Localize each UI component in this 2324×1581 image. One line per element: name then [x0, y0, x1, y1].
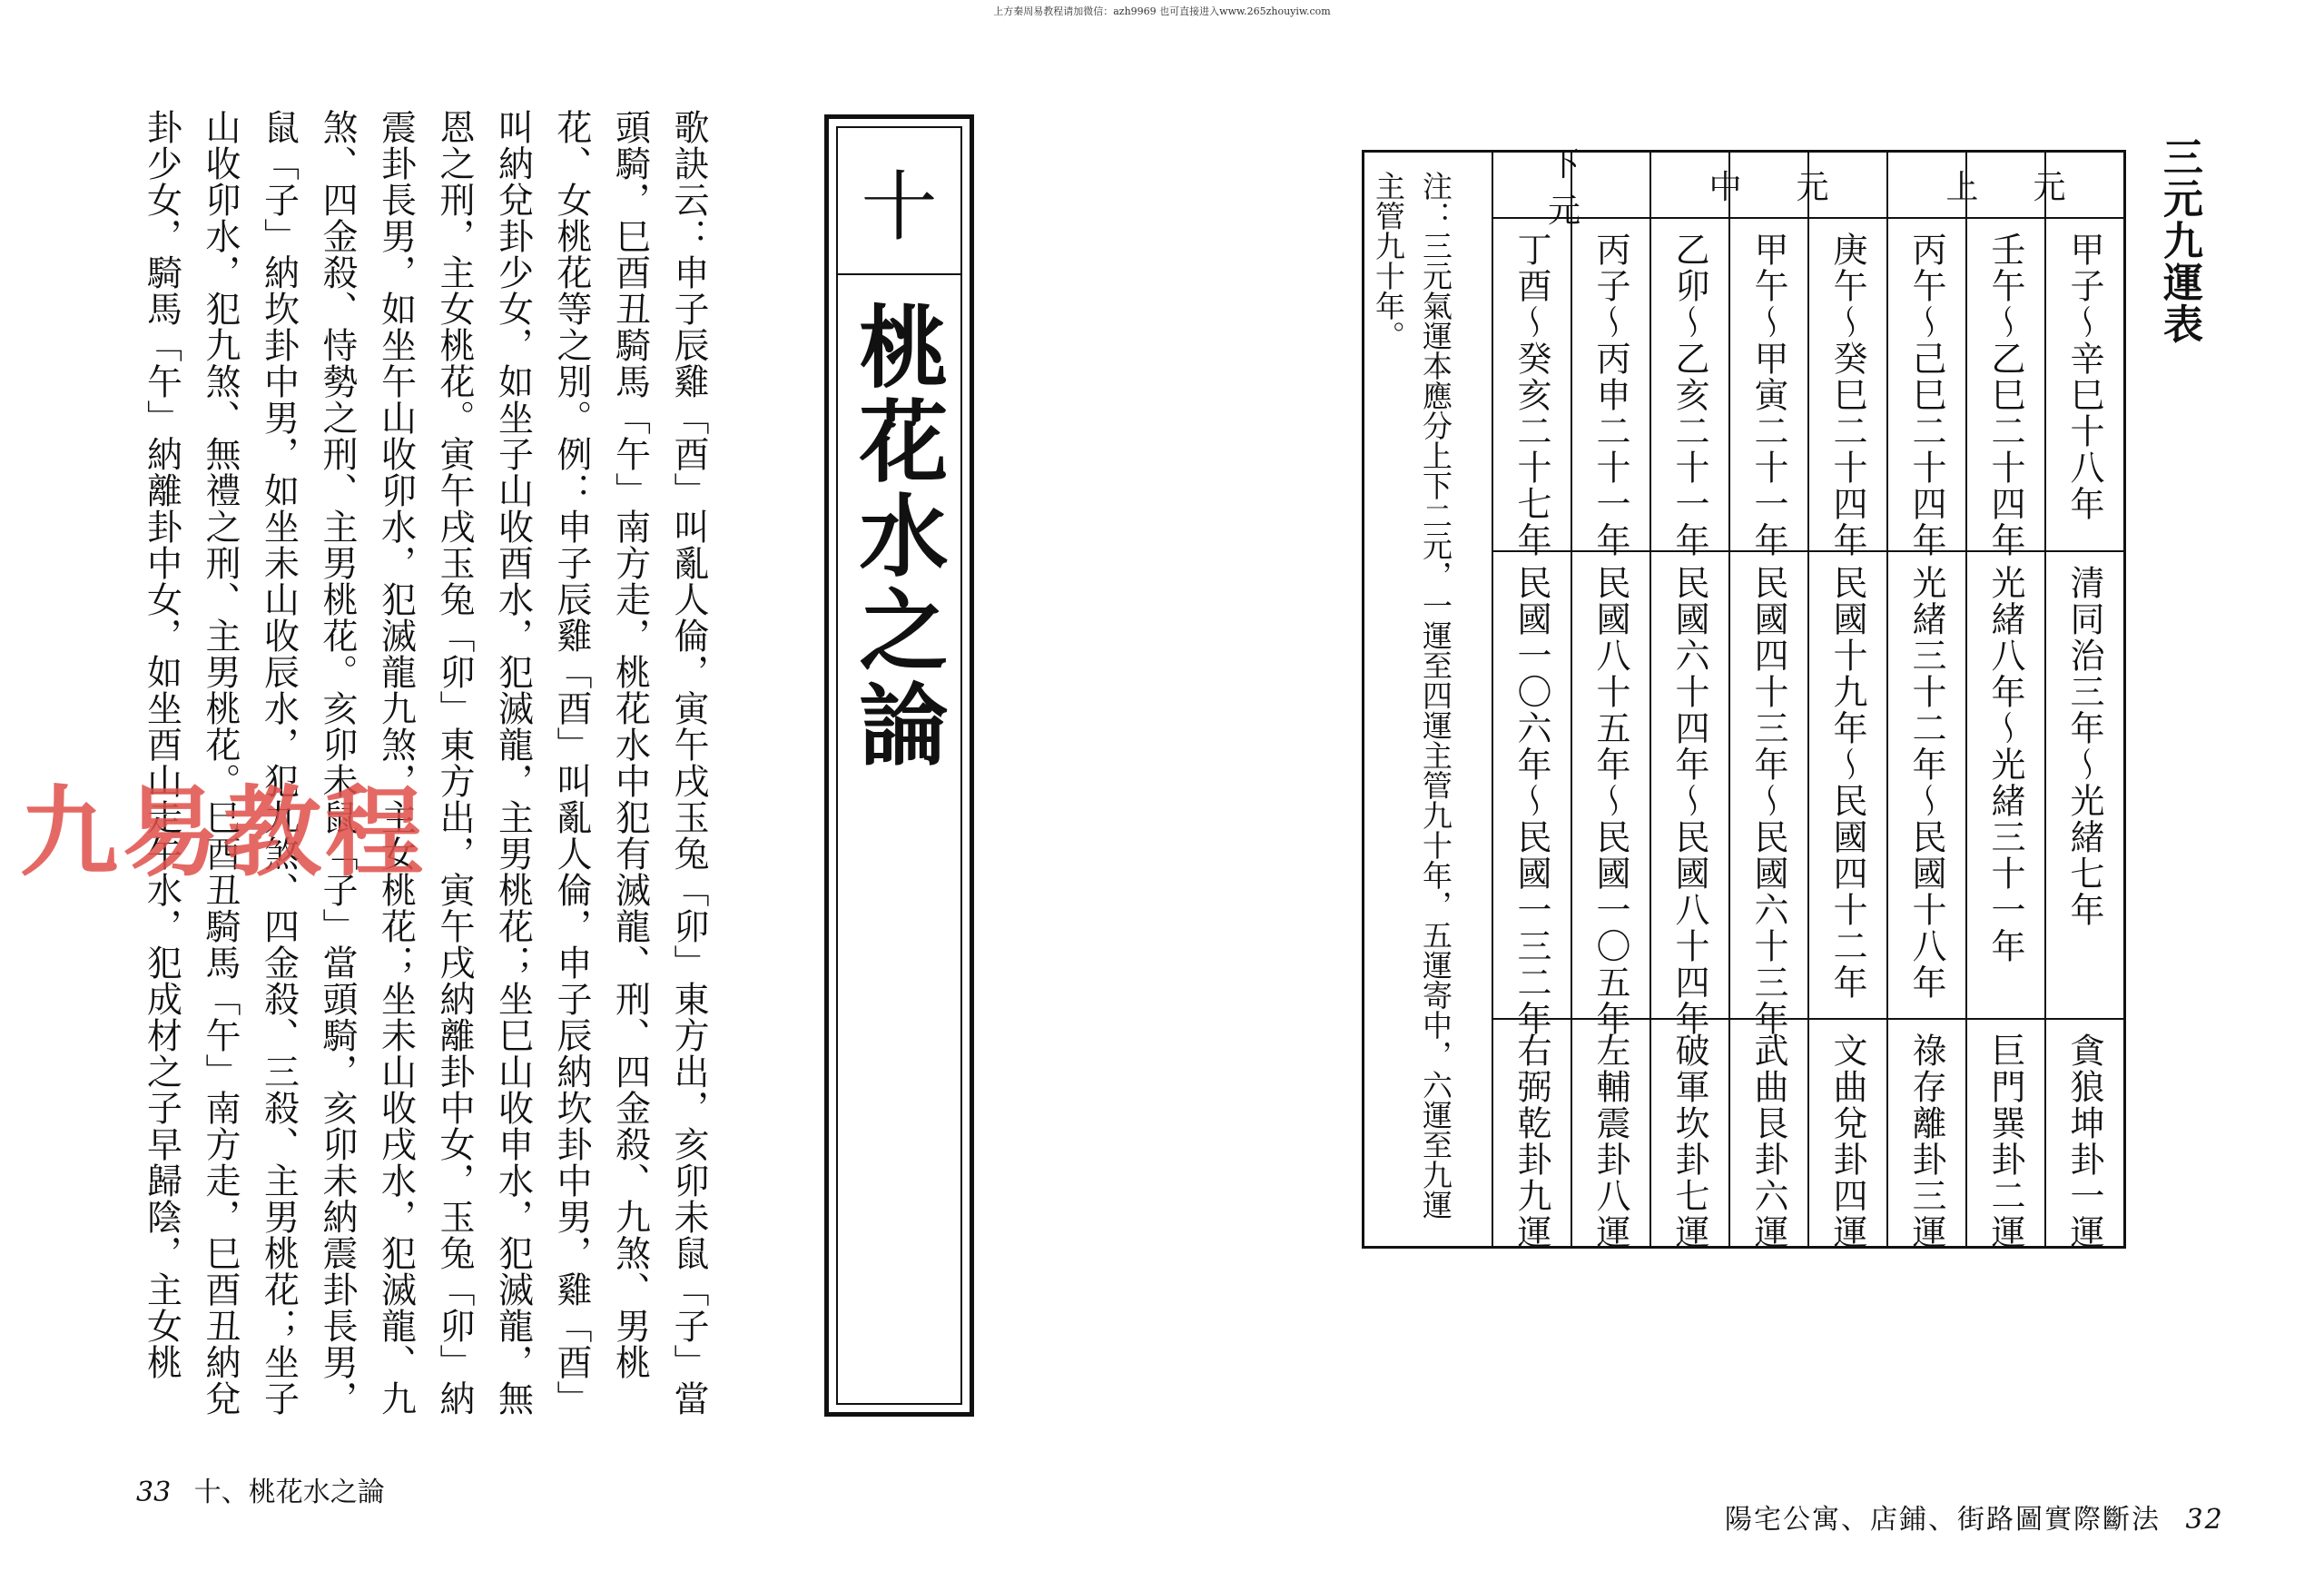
- left-page-footer: [136, 1469, 385, 1509]
- table-title: 三元九運表: [2156, 136, 2202, 345]
- watermark-logo: 九易教程: [20, 776, 428, 890]
- table-cell-year-range-text: 清同治三年～光緒七年: [2064, 565, 2104, 928]
- table-cell-year-range-text: 民國一〇六年～民國一三二年: [1512, 565, 1551, 1037]
- table-cell-star-period: [1493, 1018, 1571, 1250]
- table-cell-star-period: [1967, 1018, 2044, 1250]
- table-cell-ganzhi-range-text: 乙卯～乙亥二十一年: [1669, 232, 1709, 558]
- right-page-footer: [1725, 1497, 2224, 1537]
- table-cell-year-range-text: 民國十九年～民國四十二年: [1827, 565, 1867, 1001]
- table-cell-year-range: [1809, 550, 1886, 1018]
- table-column: [1571, 153, 1649, 1250]
- table-cell-year-range-text: 光緒三十二年～民國十八年: [1906, 565, 1946, 1001]
- table-cell-ganzhi-range-text: 丙子～丙申二十一年: [1590, 232, 1630, 558]
- table-cell-year-range: [1493, 550, 1571, 1037]
- chapter-body-text: 歌訣云：申子辰雞「酉」叫亂人倫，寅午戌玉兔「卯」東方出，亥卯未鼠「子」當頭騎，巳酉丑騎馬「午」南方走，桃花水中犯有滅龍、刑、四金殺、九煞、男桃花、女桃花等之別。例：申子辰雞「酉」叫亂人倫，申子辰納坎卦中男，雞「酉」叫納兌卦少女，如坐子山收酉水，犯滅龍，主男桃花；坐巳山收申水，犯滅龍，無恩之刑，主女桃花。寅午戌玉兔「卯」東方出，寅午戌納離卦中女，玉兔「卯」納震卦長男，如坐午山收卯水，犯滅龍九煞，主女桃花；坐未山收戌水，犯滅龍、九煞、四金殺、恃勢之刑、主男桃花。亥卯未鼠「子」當頭騎，亥卯未納震卦長男，鼠「子」納坎卦中男，如坐未山收辰水，犯九煞、四金殺、三殺、主男桃花；坐子山收卯水，犯九煞、無禮之刑、主男桃花。巳酉丑騎馬「午」南方走，巳酉丑納兌卦少女，騎馬「午」納離卦中女，如坐酉山走午水，犯成材之子早歸陰，主女桃: [141, 109, 709, 1417]
- left-running-title: 十、桃花水之論: [193, 1477, 385, 1508]
- table-cell-year-range-text: 民國八十五年～民國一〇五年: [1590, 565, 1630, 1037]
- chapter-heading-box: [824, 114, 974, 1417]
- table-cell-year-range: [1651, 550, 1728, 1037]
- table-cell-ganzhi-range-text: 壬午～乙巳二十四年: [1985, 232, 2025, 558]
- table-cell-star-period-text: 祿存離卦三運: [1906, 1033, 1946, 1250]
- table-cell-ganzhi-range: [1730, 219, 1807, 558]
- right-page-number: 32: [2185, 1504, 2224, 1536]
- table-cell-star-period: [1809, 1018, 1886, 1250]
- table-cell-year-range: [1967, 550, 2044, 1018]
- table-cell-ganzhi-range: [2046, 219, 2123, 550]
- table-cell-ganzhi-range: [1888, 219, 1965, 558]
- chapter-title: 桃花水之論: [844, 301, 949, 773]
- table-cell-year-range: [2046, 550, 2123, 1018]
- table-cell-star-period-text: 右弼乾卦九運: [1512, 1033, 1551, 1250]
- table-cell-star-period-text: 巨門巽卦二運: [1985, 1033, 2025, 1250]
- table-cell-star-period: [1651, 1018, 1728, 1250]
- table-column: [1886, 153, 1965, 1250]
- table-cell-ganzhi-range: [1809, 219, 1886, 558]
- table-note-column: [1364, 153, 1492, 1246]
- table-cell-year-range-text: 民國四十三年～民國六十三年: [1748, 565, 1788, 1037]
- table-cell-year-range: [1730, 550, 1807, 1037]
- table-column: [1649, 153, 1728, 1250]
- table-cell-year-range-text: 光緒八年～光緒三十一年: [1985, 565, 2025, 964]
- right-running-title: 陽宅公寓、店鋪、街路圖實際斷法: [1725, 1504, 2161, 1536]
- table-cell-year-range-text: 民國六十四年～民國八十四年: [1669, 565, 1709, 1037]
- table-cell-ganzhi-range-text: 甲午～甲寅二十一年: [1748, 232, 1788, 558]
- table-cell-star-period-text: 文曲兌卦四運: [1827, 1033, 1867, 1250]
- table-cell-ganzhi-range-text: 丙午～己巳二十四年: [1906, 232, 1946, 558]
- table-column: [1807, 153, 1886, 1250]
- table-cell-star-period: [1888, 1018, 1965, 1250]
- table-column: [1965, 153, 2044, 1250]
- table-cell-ganzhi-range-text: 庚午～癸巳二十四年: [1827, 232, 1867, 558]
- table-cell-star-period-text: 武曲艮卦六運: [1748, 1033, 1788, 1250]
- table-cell-star-period-text: 左輔震卦八運: [1590, 1033, 1630, 1250]
- table-cell-star-period: [2046, 1018, 2123, 1250]
- yuan-header: 下元: [1492, 153, 1649, 219]
- table-cell-ganzhi-range: [1493, 219, 1571, 558]
- three-yuan-nine-period-table: [1362, 145, 2126, 1250]
- table-cell-star-period-text: 破軍坎卦七運: [1669, 1033, 1709, 1250]
- table-cell-ganzhi-range-text: 丁酉～癸亥二十七年: [1512, 232, 1551, 558]
- left-page-number: 33: [136, 1477, 172, 1508]
- table-column: [1728, 153, 1807, 1250]
- top-watermark-note: 上方秦周易教程请加微信：azh9969 也可直接进入www.265zhouyiw.com: [993, 5, 1331, 17]
- table-cell-ganzhi-range: [1967, 219, 2044, 558]
- table-cell-ganzhi-range: [1572, 219, 1649, 558]
- table-cell-ganzhi-range-text: 甲子～辛巳十八年: [2064, 232, 2104, 522]
- table-cell-year-range: [1888, 550, 1965, 1018]
- table-column: [2044, 153, 2123, 1250]
- table-cell-ganzhi-range: [1651, 219, 1728, 558]
- table-column: [1492, 153, 1571, 1250]
- table-note: 注：三元氣運本應分上下二元，一運至四運主管九十年，五運寄中，六運至九運主管九十年。: [1371, 171, 1453, 1220]
- chapter-number: 十: [838, 128, 960, 275]
- table-cell-star-period: [1730, 1018, 1807, 1250]
- table-cell-star-period-text: 貪狼坤卦一運: [2064, 1033, 2104, 1250]
- table-cell-star-period: [1572, 1018, 1649, 1250]
- yuan-header: 上元: [1886, 153, 2123, 219]
- yuan-header: 中元: [1649, 153, 1886, 219]
- table-cell-year-range: [1572, 550, 1649, 1037]
